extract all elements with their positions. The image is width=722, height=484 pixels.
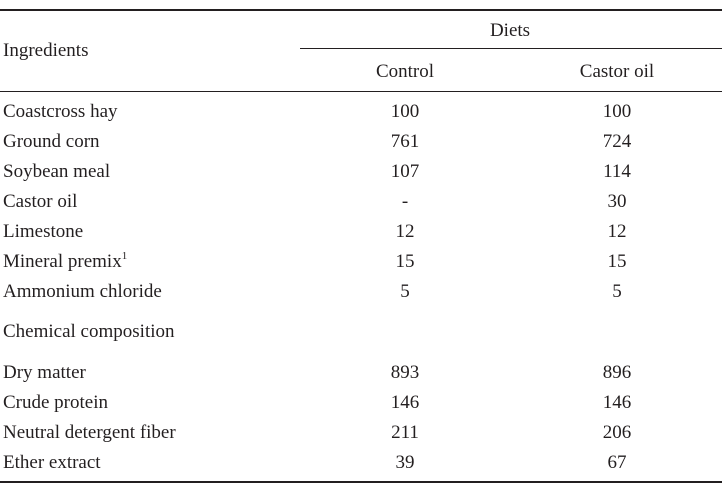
control-value: 107 bbox=[390, 161, 420, 182]
diets-group-rule bbox=[300, 48, 722, 49]
row-label: Coastcross hay bbox=[3, 101, 118, 122]
control-value: 15 bbox=[395, 251, 415, 272]
row-label: Ground corn bbox=[3, 131, 100, 152]
castor-oil-value: 100 bbox=[602, 101, 632, 122]
castor-oil-value: 724 bbox=[602, 131, 632, 152]
castor-oil-value: 67 bbox=[607, 452, 627, 473]
row-label: Limestone bbox=[3, 221, 84, 242]
chemical-composition-section-label: Chemical composition bbox=[3, 321, 175, 342]
control-value: 146 bbox=[390, 392, 420, 413]
castor-oil-value: 5 bbox=[612, 281, 622, 302]
control-value: - bbox=[401, 191, 409, 212]
castor-oil-value: 12 bbox=[607, 221, 627, 242]
control-column-header: Control bbox=[375, 61, 435, 82]
control-value: 761 bbox=[390, 131, 420, 152]
diets-group-header: Diets bbox=[489, 20, 531, 41]
row-label-text: Mineral premix bbox=[3, 251, 122, 272]
table-top-rule bbox=[0, 9, 722, 11]
control-value: 100 bbox=[390, 101, 420, 122]
castor-oil-value: 896 bbox=[602, 362, 632, 383]
castor-oil-value: 146 bbox=[602, 392, 632, 413]
control-value: 5 bbox=[400, 281, 410, 302]
row-label: Crude protein bbox=[3, 392, 109, 413]
castor-oil-value: 114 bbox=[603, 161, 631, 182]
header-bottom-rule bbox=[0, 91, 722, 92]
control-value: 12 bbox=[395, 221, 415, 242]
row-label: Ammonium chloride bbox=[3, 281, 162, 302]
control-value: 893 bbox=[390, 362, 420, 383]
castor-oil-value: 206 bbox=[602, 422, 632, 443]
row-label: Neutral detergent fiber bbox=[3, 422, 176, 443]
row-label: Dry matter bbox=[3, 362, 86, 383]
table-bottom-rule bbox=[0, 481, 722, 483]
castor-oil-value: 30 bbox=[607, 191, 627, 212]
control-value: 211 bbox=[391, 422, 419, 443]
ingredients-column-header: Ingredients bbox=[3, 40, 89, 61]
row-label: Soybean meal bbox=[3, 161, 111, 182]
control-value: 39 bbox=[395, 452, 415, 473]
row-label bbox=[3, 251, 127, 275]
row-label: Ether extract bbox=[3, 452, 101, 473]
castor-oil-column-header: Castor oil bbox=[579, 61, 655, 82]
castor-oil-value: 15 bbox=[607, 251, 627, 272]
row-label: Castor oil bbox=[3, 191, 78, 212]
footnote-marker: 1 bbox=[121, 250, 128, 262]
